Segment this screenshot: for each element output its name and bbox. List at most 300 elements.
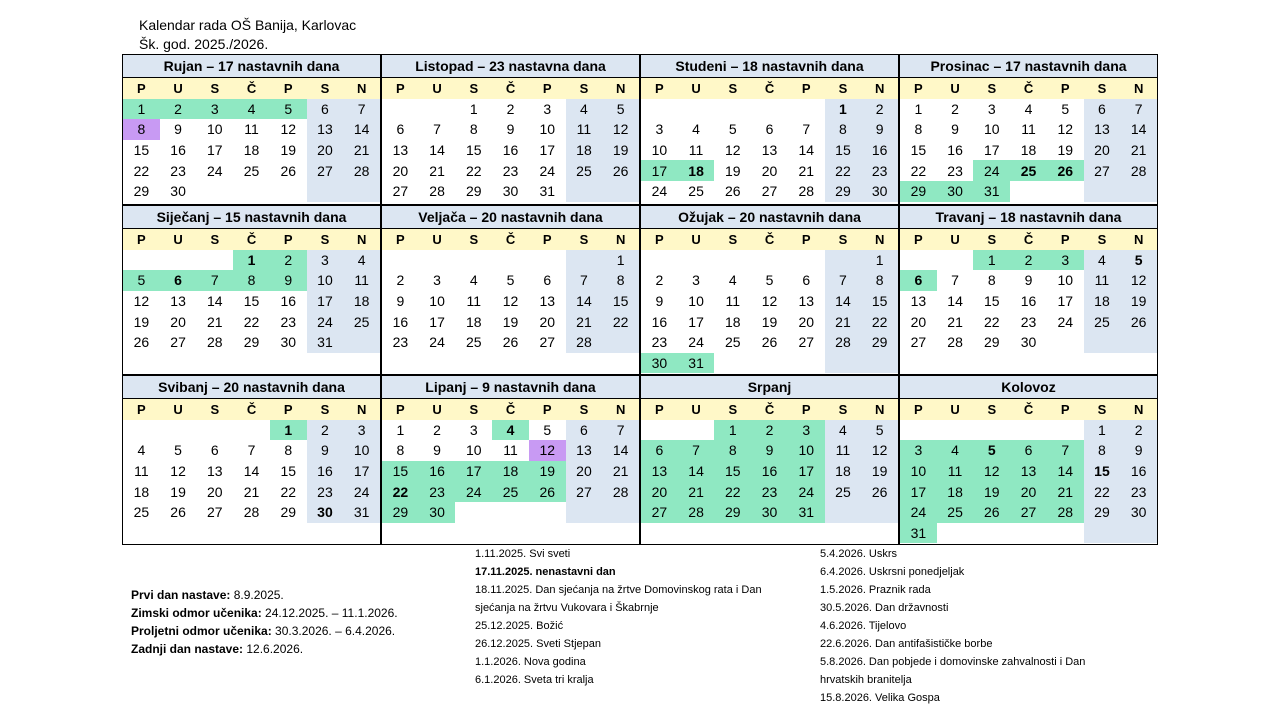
day-cell: 30 <box>1020 334 1037 351</box>
holiday-item: 15.8.2026. Velika Gospa <box>820 692 940 704</box>
weekday-label: P <box>914 231 923 247</box>
day-cell: 23 <box>861 160 898 181</box>
day-cell: 19 <box>133 313 150 330</box>
day-cell: 2 <box>655 272 664 289</box>
month-block <box>122 54 381 205</box>
week-row <box>382 332 639 353</box>
day-cell <box>937 523 974 544</box>
day-cell: 28 <box>825 332 862 353</box>
day-cell: 13 <box>1084 119 1121 140</box>
day-cell: 30 <box>1120 502 1157 523</box>
day-cell: 10 <box>539 121 556 138</box>
day-cell <box>641 99 678 120</box>
month-block <box>122 205 381 375</box>
day-cell: 20 <box>1010 481 1047 502</box>
day-cell: 21 <box>343 140 380 161</box>
day-cell: 12 <box>502 293 519 310</box>
day-cell <box>307 181 344 202</box>
day-cell: 6 <box>210 442 219 459</box>
weekday-label: Č <box>505 80 516 96</box>
week-row <box>123 502 380 523</box>
weekday-label: P <box>283 231 293 247</box>
weekday-label: N <box>1133 80 1144 96</box>
day-cell: 24 <box>1057 313 1074 330</box>
weekday-label: Č <box>764 80 775 96</box>
weekday-label: S <box>987 401 997 417</box>
day-cell: 21 <box>1120 140 1157 161</box>
day-cell: 15 <box>466 142 482 159</box>
weekday-label: U <box>950 401 960 417</box>
weekday-label: P <box>542 231 552 247</box>
day-cell: 19 <box>861 461 898 482</box>
holiday-item: hrvatskih branitelja <box>820 674 912 686</box>
week-row <box>641 119 898 140</box>
week-row <box>123 181 380 202</box>
month-title: Veljača – 20 nastavnih dana <box>382 206 639 229</box>
day-cell: 19 <box>973 481 1010 502</box>
day-cell: 30 <box>861 181 898 202</box>
day-cell: 17 <box>900 481 937 502</box>
day-cell: 7 <box>1120 99 1157 120</box>
day-cell <box>566 502 603 523</box>
day-cell: 14 <box>1120 119 1157 140</box>
weekday-header-row <box>382 78 639 99</box>
day-cell: 25 <box>243 162 260 179</box>
day-cell: 10 <box>900 461 937 482</box>
day-cell: 9 <box>307 440 344 461</box>
weekday-label: U <box>173 80 183 96</box>
day-cell <box>343 332 380 353</box>
day-cell: 25 <box>1084 311 1121 332</box>
day-cell: 10 <box>343 440 380 461</box>
day-cell: 8 <box>861 270 898 291</box>
day-cell: 5 <box>270 99 307 120</box>
weekday-label: S <box>579 80 589 96</box>
day-cell: 1 <box>825 99 862 120</box>
day-cell: 22 <box>280 483 297 500</box>
holiday-item: 5.4.2026. Uskrs <box>820 548 898 560</box>
day-cell: 22 <box>714 481 751 502</box>
calendar-header <box>139 16 356 54</box>
day-cell: 18 <box>492 461 529 482</box>
day-cell <box>825 250 862 271</box>
day-cell: 8 <box>233 270 270 291</box>
day-cell: 15 <box>280 463 297 480</box>
day-cell: 19 <box>529 461 566 482</box>
week-row <box>123 420 380 441</box>
weekday-label: U <box>432 401 442 417</box>
week-row <box>382 291 639 312</box>
weekday-label: N <box>356 231 367 247</box>
weekday-label: U <box>691 231 701 247</box>
weekday-label: N <box>356 401 367 417</box>
weekday-header-row <box>123 229 380 250</box>
day-cell <box>1010 420 1047 441</box>
day-cell <box>160 420 197 441</box>
day-cell: 16 <box>947 142 963 159</box>
day-cell: 4 <box>728 272 737 289</box>
day-cell: 23 <box>280 313 297 330</box>
month-block <box>381 375 640 545</box>
day-cell: 21 <box>429 162 445 179</box>
day-cell: 3 <box>307 250 344 271</box>
month-title: Studeni – 18 nastavnih dana <box>641 55 898 78</box>
day-cell <box>751 250 788 271</box>
day-cell: 4 <box>1024 100 1033 117</box>
weekday-label: S <box>728 401 738 417</box>
day-cell: 26 <box>280 162 297 179</box>
week-row <box>900 461 1157 482</box>
day-cell: 10 <box>307 270 344 291</box>
day-cell: 27 <box>1084 160 1121 181</box>
day-cell: 27 <box>1010 502 1047 523</box>
day-cell: 7 <box>196 270 233 291</box>
day-cell: 11 <box>688 142 704 159</box>
day-cell: 7 <box>678 440 715 461</box>
week-row <box>641 420 898 441</box>
day-cell: 7 <box>343 99 380 120</box>
week-row <box>641 481 898 502</box>
month-block <box>381 205 640 375</box>
day-cell: 7 <box>802 121 811 138</box>
day-cell: 13 <box>798 293 815 310</box>
day-cell: 20 <box>539 313 556 330</box>
day-cell <box>641 420 678 441</box>
day-cell: 20 <box>1084 140 1121 161</box>
day-cell: 27 <box>910 334 927 351</box>
day-cell: 7 <box>602 420 639 441</box>
month-title: Svibanj – 20 nastavnih dana <box>123 376 380 399</box>
day-cell: 19 <box>502 313 519 330</box>
day-cell: 7 <box>433 121 441 138</box>
day-cell: 31 <box>900 523 937 544</box>
day-cell: 6 <box>160 270 197 291</box>
weekday-header-row <box>641 229 898 250</box>
day-cell: 9 <box>655 293 664 310</box>
day-cell <box>788 250 825 271</box>
day-cell: 17 <box>984 142 1000 159</box>
weekday-label: N <box>874 231 885 247</box>
day-cell: 2 <box>396 272 405 289</box>
day-cell: 3 <box>196 99 233 120</box>
day-cell <box>160 250 197 271</box>
day-cell: 23 <box>1020 313 1037 330</box>
weekday-label: Č <box>505 401 516 417</box>
day-cell: 2 <box>1120 420 1157 441</box>
day-cell <box>1047 181 1084 202</box>
day-cell: 17 <box>641 160 678 181</box>
day-cell: 22 <box>382 481 419 502</box>
day-cell: 18 <box>825 461 862 482</box>
weekday-label: P <box>283 401 293 417</box>
weekday-label: U <box>173 231 183 247</box>
day-cell: 20 <box>761 162 778 179</box>
day-cell <box>1047 420 1084 441</box>
day-cell: 13 <box>307 119 344 140</box>
day-cell: 3 <box>900 440 937 461</box>
day-cell: 21 <box>947 313 963 330</box>
weekday-label: Č <box>1023 401 1034 417</box>
day-cell: 12 <box>170 463 186 480</box>
weekday-header-row <box>641 78 898 99</box>
holiday-item: 5.8.2026. Dan pobjede i domovinske zahvalnosti i Dan <box>820 656 1086 668</box>
day-cell: 26 <box>502 334 519 351</box>
day-cell: 19 <box>280 142 297 159</box>
weekday-label: U <box>173 401 183 417</box>
day-cell: 13 <box>392 142 409 159</box>
day-cell: 29 <box>133 183 150 200</box>
day-cell: 11 <box>503 442 518 459</box>
day-cell: 14 <box>343 119 380 140</box>
holiday-item: 6.4.2026. Uskrsni ponedjeljak <box>820 566 965 578</box>
day-cell <box>196 181 233 202</box>
day-cell: 6 <box>396 121 405 138</box>
day-cell: 18 <box>566 140 603 161</box>
day-cell <box>678 99 715 120</box>
day-cell: 27 <box>539 334 556 351</box>
day-cell: 23 <box>751 481 788 502</box>
holiday-item: 4.6.2026. Tijelovo <box>820 620 907 632</box>
day-cell <box>196 250 233 271</box>
day-cell: 1 <box>973 250 1010 271</box>
day-cell: 5 <box>506 272 515 289</box>
day-cell: 24 <box>688 334 704 351</box>
day-cell: 22 <box>984 313 1000 330</box>
day-cell: 23 <box>1120 481 1157 502</box>
weekday-label: S <box>1097 401 1107 417</box>
day-cell: 11 <box>244 121 259 138</box>
day-cell: 5 <box>602 99 639 120</box>
day-cell: 28 <box>678 502 715 523</box>
month-title: Siječanj – 15 nastavnih dana <box>123 206 380 229</box>
day-cell: 18 <box>725 313 741 330</box>
day-cell: 26 <box>1120 311 1157 332</box>
week-row <box>641 311 898 332</box>
day-cell: 1 <box>469 100 478 117</box>
day-cell: 8 <box>396 442 405 459</box>
weekday-label: P <box>655 231 664 247</box>
day-cell: 26 <box>133 334 150 351</box>
day-cell <box>900 250 937 271</box>
day-cell: 15 <box>714 461 751 482</box>
day-cell: 21 <box>243 483 260 500</box>
day-cell: 4 <box>1084 250 1121 271</box>
weekday-header-row <box>900 78 1157 99</box>
day-cell: 5 <box>861 420 898 441</box>
holiday-item: 1.5.2026. Praznik rada <box>820 584 931 596</box>
weekday-label: S <box>579 231 589 247</box>
weekday-header-row <box>123 78 380 99</box>
day-cell <box>1084 332 1121 353</box>
weekday-label: P <box>137 401 146 417</box>
day-cell: 14 <box>429 142 445 159</box>
week-row <box>641 140 898 161</box>
day-cell: 17 <box>455 461 492 482</box>
day-cell: 15 <box>825 140 862 161</box>
day-cell: 18 <box>466 313 482 330</box>
week-row <box>641 160 898 181</box>
day-cell: 15 <box>602 291 639 312</box>
day-cell: 30 <box>937 181 974 202</box>
month-title: Kolovoz <box>900 376 1157 399</box>
day-cell: 18 <box>133 483 150 500</box>
weekday-label: S <box>469 231 479 247</box>
week-row <box>900 420 1157 441</box>
week-row <box>382 119 639 140</box>
day-cell: 28 <box>243 504 260 521</box>
day-cell: 15 <box>984 293 1000 310</box>
day-cell: 16 <box>1020 293 1037 310</box>
day-cell: 13 <box>641 461 678 482</box>
day-cell <box>233 420 270 441</box>
day-cell: 11 <box>466 293 482 310</box>
day-cell: 11 <box>825 440 862 461</box>
day-cell: 18 <box>243 142 260 159</box>
weekday-label: S <box>320 401 330 417</box>
week-row <box>382 481 639 502</box>
month-block <box>381 54 640 205</box>
month-block <box>640 375 899 545</box>
weekday-label: S <box>838 231 848 247</box>
week-row <box>641 291 898 312</box>
day-cell: 29 <box>1084 502 1121 523</box>
day-cell: 5 <box>765 272 774 289</box>
day-cell: 26 <box>170 504 186 521</box>
week-row <box>382 502 639 523</box>
day-cell: 30 <box>307 502 344 523</box>
day-cell: 12 <box>973 461 1010 482</box>
day-cell: 30 <box>641 353 678 374</box>
weekday-label: N <box>874 401 885 417</box>
day-cell: 26 <box>761 334 778 351</box>
weekday-label: N <box>615 80 626 96</box>
weekday-label: S <box>320 231 330 247</box>
weekday-label: U <box>691 401 701 417</box>
weekday-label: P <box>283 80 293 96</box>
week-row <box>382 160 639 181</box>
day-cell: 13 <box>170 293 186 310</box>
day-cell: 8 <box>914 121 923 138</box>
holiday-item: 1.11.2025. Svi sveti <box>475 548 571 560</box>
day-cell <box>1047 523 1084 544</box>
day-cell: 23 <box>651 334 668 351</box>
day-cell: 21 <box>825 311 862 332</box>
day-cell: 21 <box>798 162 815 179</box>
week-row <box>900 291 1157 312</box>
day-cell: 12 <box>725 142 741 159</box>
weekday-label: P <box>655 401 664 417</box>
day-cell: 14 <box>947 293 963 310</box>
week-row <box>123 332 380 353</box>
day-cell: 8 <box>714 440 751 461</box>
day-cell <box>492 502 529 523</box>
day-cell: 7 <box>825 270 862 291</box>
week-row <box>382 440 639 461</box>
day-cell: 30 <box>502 183 519 200</box>
day-cell: 20 <box>566 461 603 482</box>
day-cell: 4 <box>233 99 270 120</box>
day-cell: 12 <box>602 119 639 140</box>
weekday-label: P <box>542 401 552 417</box>
holiday-item: 18.11.2025. Dan sjećanja na žrtve Domovinskog rata i Dan <box>475 584 762 596</box>
day-cell <box>1084 181 1121 202</box>
day-cell: 12 <box>133 293 150 310</box>
day-cell <box>529 502 566 523</box>
month-title: Ožujak – 20 nastavnih dana <box>641 206 898 229</box>
day-cell: 25 <box>566 160 603 181</box>
day-cell: 11 <box>343 270 380 291</box>
day-cell: 14 <box>243 463 260 480</box>
day-cell: 24 <box>343 481 380 502</box>
day-cell: 6 <box>1084 99 1121 120</box>
day-cell: 27 <box>207 504 223 521</box>
day-cell: 21 <box>207 313 223 330</box>
day-cell: 10 <box>207 121 223 138</box>
day-cell: 20 <box>910 313 927 330</box>
weekday-label: P <box>1060 401 1070 417</box>
day-cell: 20 <box>307 140 344 161</box>
day-cell: 30 <box>751 502 788 523</box>
day-cell <box>455 250 492 271</box>
weekday-header-row <box>641 399 898 420</box>
month-title: Prosinac – 17 nastavnih dana <box>900 55 1157 78</box>
day-cell: 24 <box>973 160 1010 181</box>
day-cell: 31 <box>307 332 344 353</box>
day-cell: 15 <box>910 142 927 159</box>
week-row <box>123 481 380 502</box>
day-cell: 17 <box>207 142 223 159</box>
day-cell: 6 <box>307 99 344 120</box>
day-cell: 26 <box>529 481 566 502</box>
day-cell: 28 <box>798 183 815 200</box>
day-cell: 3 <box>692 272 700 289</box>
month-block <box>640 54 899 205</box>
day-cell: 29 <box>861 332 898 353</box>
week-row <box>123 461 380 482</box>
day-cell: 10 <box>984 121 1000 138</box>
day-cell: 4 <box>469 272 478 289</box>
day-cell: 7 <box>951 272 959 289</box>
day-cell: 31 <box>678 353 715 374</box>
weekday-label: P <box>542 80 552 96</box>
day-cell: 12 <box>1120 270 1157 291</box>
day-cell: 29 <box>984 334 1000 351</box>
day-cell: 19 <box>1120 291 1157 312</box>
day-cell <box>1084 523 1121 544</box>
day-cell: 3 <box>343 420 380 441</box>
day-cell: 2 <box>160 99 197 120</box>
weekday-label: S <box>838 80 848 96</box>
week-row <box>123 160 380 181</box>
day-cell: 4 <box>343 250 380 271</box>
day-cell: 1 <box>714 420 751 441</box>
weekday-label: Č <box>764 231 775 247</box>
weekday-label: P <box>396 80 405 96</box>
holiday-list-right <box>820 545 1120 707</box>
day-cell: 16 <box>861 140 898 161</box>
day-cell: 11 <box>1021 121 1036 138</box>
day-cell: 9 <box>433 442 441 459</box>
weekday-label: S <box>987 231 997 247</box>
day-cell: 30 <box>280 334 297 351</box>
holiday-item: sjećanja na žrtvu Vukovara i Škabrnje <box>475 602 659 614</box>
weekday-label: Č <box>246 80 257 96</box>
day-cell: 1 <box>233 250 270 271</box>
day-cell <box>382 250 419 271</box>
day-cell: 28 <box>207 334 223 351</box>
holiday-item: 26.12.2025. Sveti Stjepan <box>475 638 601 650</box>
day-cell <box>678 250 715 271</box>
